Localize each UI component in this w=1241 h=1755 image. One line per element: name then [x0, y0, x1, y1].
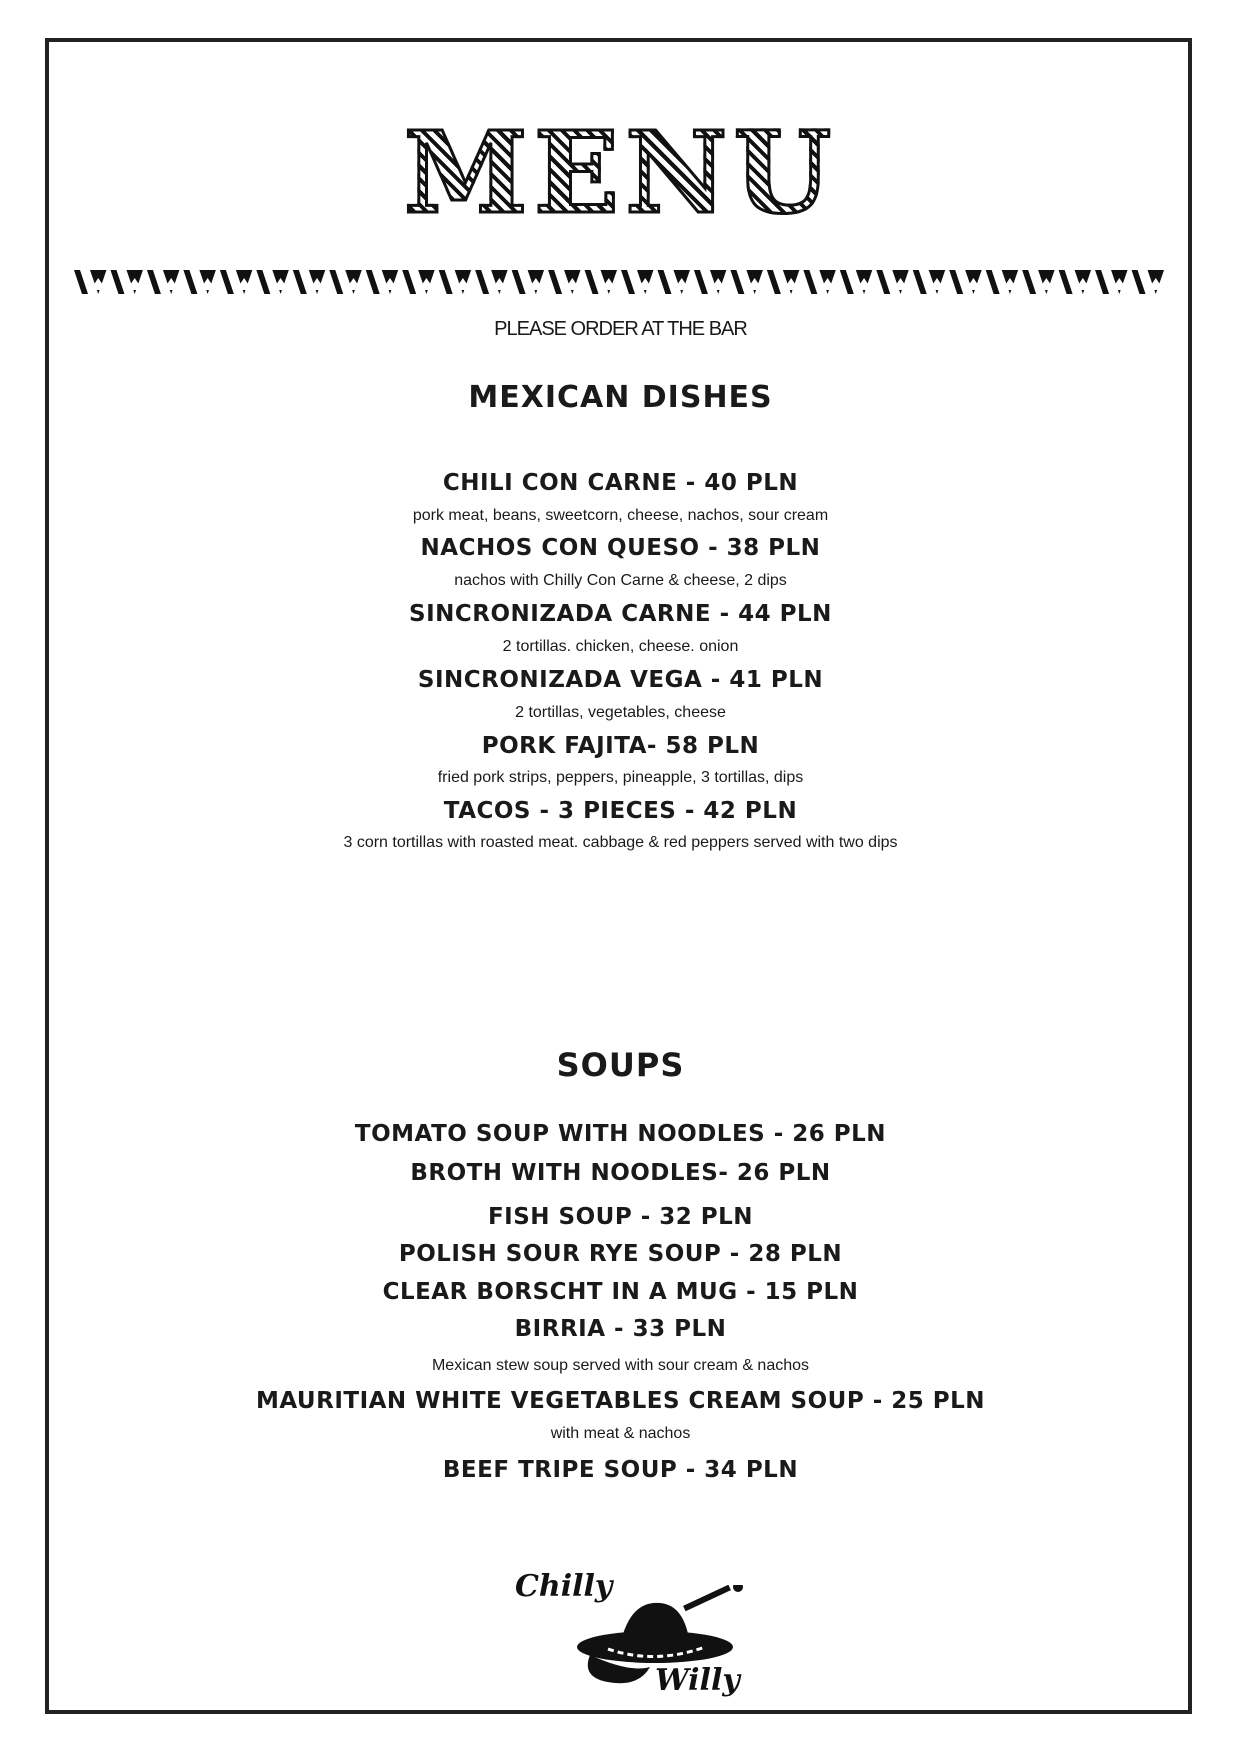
menu-item-desc: Mexican stew soup served with sour cream & nachos	[431, 1357, 810, 1374]
chilly-willy-logo	[505, 1565, 765, 1705]
menu-item-name: SINCRONIZADA VEGA - 41 PLN	[417, 667, 824, 693]
menu-item-name: BEEF TRIPE SOUP - 34 PLN	[442, 1457, 799, 1483]
menu-item-desc: with meat & nachos	[550, 1425, 691, 1442]
menu-item-name: NACHOS CON QUESO - 38 PLN	[420, 535, 821, 561]
menu-item-name: CLEAR BORSCHT IN A MUG - 15 PLN	[382, 1279, 859, 1305]
logo-text-line2: Willy	[655, 1663, 740, 1698]
menu-item-name: FISH SOUP - 32 PLN	[487, 1204, 754, 1230]
sombrero-guitar-icon	[560, 1585, 760, 1685]
menu-item-name: MAURITIAN WHITE VEGETABLES CREAM SOUP - 25 PLN	[255, 1388, 986, 1414]
menu-item-name: PORK FAJITA- 58 PLN	[481, 733, 760, 759]
section-title-soups: SOUPS	[556, 1046, 685, 1084]
menu-item-name: SINCRONIZADA CARNE - 44 PLN	[409, 601, 832, 627]
menu-item-name: POLISH SOUR RYE SOUP - 28 PLN	[398, 1241, 843, 1267]
menu-item-desc: pork meat, beans, sweetcorn, cheese, nachos, sour cream	[412, 507, 829, 524]
menu-item-name: TACOS - 3 PIECES - 42 PLN	[443, 798, 798, 824]
menu-item-desc: 2 tortillas. chicken, cheese. onion	[502, 638, 739, 655]
menu-title-text: MENU	[403, 108, 838, 239]
menu-title	[0, 108, 1241, 239]
menu-item-desc: 2 tortillas, vegetables, cheese	[515, 704, 726, 721]
menu-item-name: BIRRIA - 33 PLN	[514, 1316, 727, 1342]
aztec-border-icon	[74, 268, 1168, 296]
section-title-mexican: MEXICAN DISHES	[468, 380, 773, 415]
logo-text-line1: Chilly	[515, 1569, 613, 1604]
menu-item-desc: fried pork strips, peppers, pineapple, 3 tortillas, dips	[437, 769, 804, 786]
order-at-bar-note: PLEASE ORDER AT THE BAR	[494, 318, 747, 340]
menu-item-name: CHILI CON CARNE - 40 PLN	[442, 470, 799, 496]
menu-item-desc: 3 corn tortillas with roasted meat. cabbage & red peppers served with two dips	[343, 834, 898, 851]
menu-item-desc: nachos with Chilly Con Carne & cheese, 2 dips	[454, 572, 787, 589]
menu-item-name: TOMATO SOUP WITH NOODLES - 26 PLN	[354, 1121, 887, 1147]
menu-item-name: BROTH WITH NOODLES- 26 PLN	[410, 1160, 831, 1186]
